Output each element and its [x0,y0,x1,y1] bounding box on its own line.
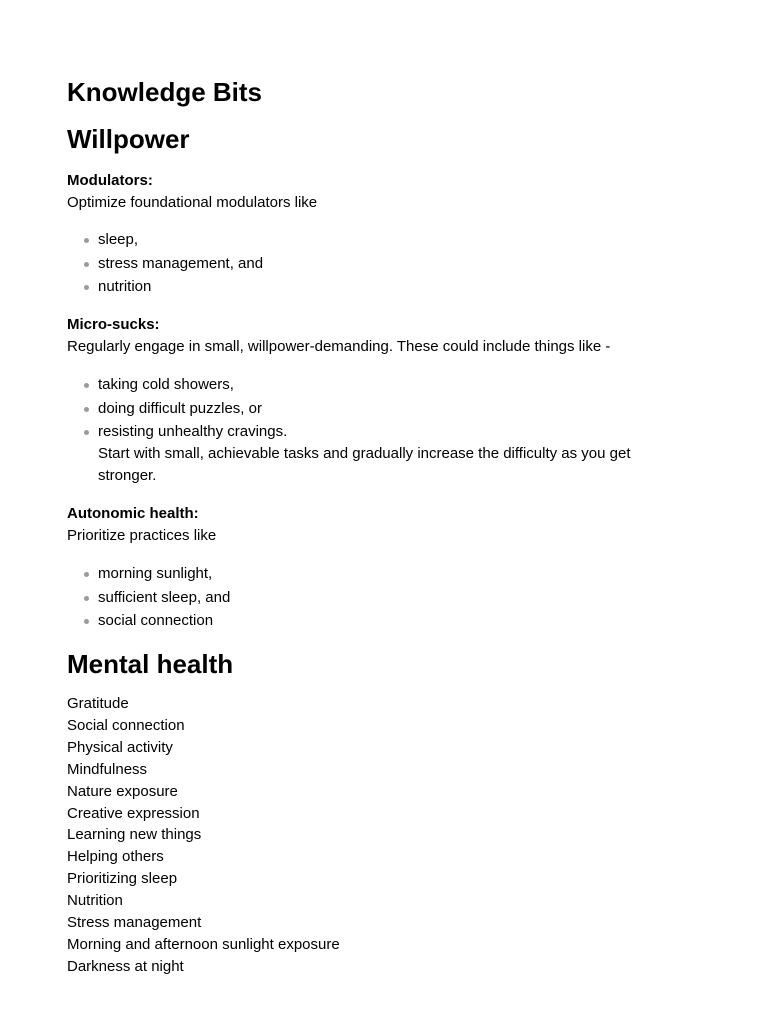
list-item: Helping others [67,848,164,866]
list-item: sufficient sleep, and [67,587,667,609]
mental-health-list [67,693,340,978]
bullet-icon [84,430,89,435]
autonomic-health-intro: Prioritize practices like [67,527,217,544]
modulators-intro: Optimize foundational modulators like [67,194,318,211]
list-item: Darkness at night [67,957,184,975]
list-item: Prioritizing sleep [67,870,178,888]
list-item: Stress management [67,914,202,932]
list-item: sleep, [67,229,667,251]
list-item-continuation: Start with small, achievable tasks and gradually increase the difficulty as you get stronger. [98,445,631,485]
bullet-icon [84,596,89,601]
list-item: Morning and afternoon sunlight exposure [67,935,340,953]
bullet-icon [84,238,89,243]
bullet-icon [84,383,89,388]
list-item: Social connection [67,716,185,734]
bullet-icon [84,285,89,290]
autonomic-health-label: Autonomic health: [67,505,199,522]
section-heading-willpower: Willpower [67,124,190,154]
list-item: Physical activity [67,738,173,756]
list-item: Nature exposure [67,782,178,800]
micro-sucks-label: Micro-sucks: [67,316,160,333]
modulators-label: Modulators: [67,172,153,189]
list-item: resisting unhealthy cravings. Start with small, achievable tasks and gradually increase the difficulty as you get stronger. [67,421,667,487]
micro-sucks-intro: Regularly engage in small, willpower-demanding. These could include things like - [67,338,611,355]
bullet-icon [84,572,89,577]
autonomic-health-list [67,563,667,634]
modulators-list [67,229,667,300]
micro-sucks-block [67,314,707,358]
micro-sucks-list [67,374,667,489]
page-title: Knowledge Bits [67,77,263,107]
modulators-block [67,170,707,214]
list-item: morning sunlight, [67,563,667,585]
list-item: Gratitude [67,695,129,712]
bullet-icon [84,407,89,412]
bullet-icon [84,262,89,267]
list-item: social connection [67,610,667,632]
list-item: nutrition [67,276,667,298]
list-item: Mindfulness [67,760,148,778]
list-item: Learning new things [67,826,202,844]
list-item: Nutrition [67,892,123,910]
autonomic-health-block [67,503,707,547]
section-heading-mental-health: Mental health [67,649,234,679]
bullet-icon [84,619,89,624]
list-item: taking cold showers, [67,374,667,396]
list-item: stress management, and [67,253,667,275]
list-item: doing difficult puzzles, or [67,398,667,420]
list-item: Creative expression [67,804,200,822]
